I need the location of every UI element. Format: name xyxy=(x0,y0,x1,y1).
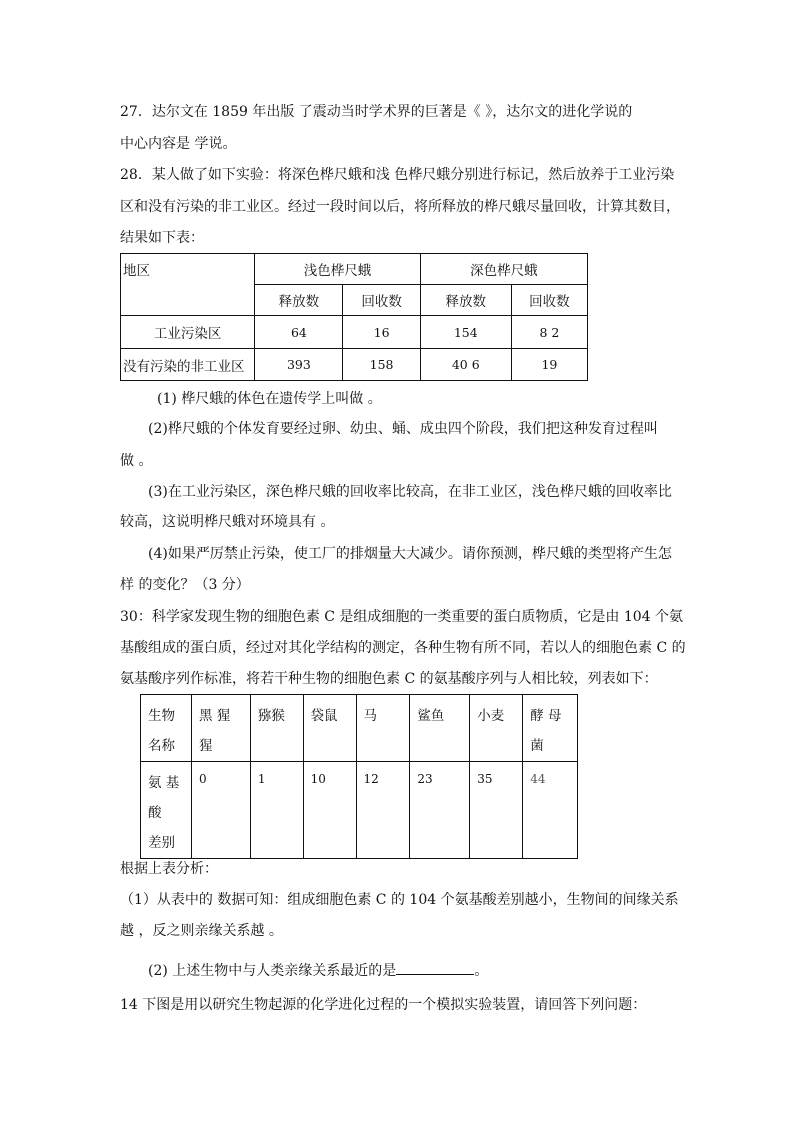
table2-row-label xyxy=(141,762,192,859)
q28-line-2: 区和没有污染的非工业区。经过一段时间以后，将所释放的桦尺蛾尽量回收，计算其数目， xyxy=(120,199,680,215)
organism-cell xyxy=(250,695,303,762)
organism-name: 黑 猩 xyxy=(198,708,231,724)
q30-line-1: 30：科学家发现生物的细胞色素 C 是组成细胞的一类重要的蛋白质物质，它是由 104 个氨 xyxy=(120,609,684,625)
answer-blank-line xyxy=(396,960,474,975)
organism-name: 小麦 xyxy=(477,708,505,724)
q30-analysis-2-text: (2) 上述生物中与人类亲缘关系最近的是 xyxy=(148,963,397,979)
table1-sub-light-recover: 回收数 xyxy=(343,285,420,316)
table-row xyxy=(141,762,578,859)
table1-sub-dark-release: 释放数 xyxy=(420,285,511,316)
organism-cell xyxy=(356,695,410,762)
diff-cell: 12 xyxy=(356,762,410,859)
organism-name: 马 xyxy=(363,708,377,724)
organism-cell xyxy=(470,695,523,762)
q28-sub-1: (1) 桦尺蛾的体色在遗传学上叫做 。 xyxy=(157,391,382,407)
table1-header-light: 浅色桦尺蛾 xyxy=(255,254,420,285)
table2-row-label-a: 氨 基 xyxy=(148,775,180,791)
organism-name: 袋鼠 xyxy=(310,708,338,724)
q30-analysis-1-line-2: 越 ，反之则亲缘关系越 。 xyxy=(120,923,283,939)
table2-header-label-a: 生物 xyxy=(148,708,175,724)
table1-cell: 64 xyxy=(255,316,343,349)
table1-region-cell: 没有污染的非工业区 xyxy=(121,349,255,381)
q30-analysis-2 xyxy=(148,960,708,982)
table1-cell: 154 xyxy=(420,316,511,349)
diff-cell: 23 xyxy=(410,762,470,859)
organism-name-cont: 猩 xyxy=(198,738,213,754)
organism-cell xyxy=(410,695,470,762)
table1-header-dark: 深色桦尺蛾 xyxy=(420,254,587,285)
organism-cell xyxy=(191,695,250,762)
q30-analysis-2-end: 。 xyxy=(474,963,489,979)
table-row xyxy=(121,316,588,349)
moth-release-table xyxy=(120,253,588,381)
q14-line-1: 14 下图是用以研究生物起源的化学进化过程的一个模拟实验装置，请回答下列问题： xyxy=(120,997,647,1013)
table1-cell: 158 xyxy=(343,349,420,381)
cytochrome-table xyxy=(140,694,578,859)
table-row xyxy=(121,349,588,381)
table1-sub-light-release: 释放数 xyxy=(255,285,343,316)
organism-name-cont: 菌 xyxy=(530,738,544,754)
table1-cell: 19 xyxy=(511,349,587,381)
table2-row-label-c: 差别 xyxy=(148,835,175,851)
diff-cell: 10 xyxy=(303,762,356,859)
diff-cell: 44 xyxy=(523,762,578,859)
q27-line-1: 27．达尔文在 1859 年出版 了震动当时学术界的巨著是《 》，达尔文的进化学说的 xyxy=(120,104,633,120)
table2-header-label xyxy=(141,695,192,762)
q28-sub-4-line-1: (4)如果严厉禁止污染，使工厂的排烟量大大减少。请你预测，桦尺蛾的类型将产生怎 xyxy=(148,546,672,562)
table1-cell: 40 6 xyxy=(420,349,511,381)
table1-header-region: 地区 xyxy=(121,254,255,316)
q28-sub-2-line-1: (2)桦尺蛾的个体发育要经过卵、幼虫、蛹、成虫四个阶段，我们把这种发育过程叫 xyxy=(148,421,658,437)
diff-cell: 35 xyxy=(470,762,523,859)
q27-line-2: 中心内容是 学说。 xyxy=(120,136,237,152)
q30-analysis-intro: 根据上表分析： xyxy=(120,861,218,877)
q28-sub-3-line-2: 较高，这说明桦尺蛾对环境具有 。 xyxy=(120,514,335,530)
q30-line-2: 基酸组成的蛋白质，经过对其化学结构的测定，各种生物有所不同，若以人的细胞色素 C 的 xyxy=(120,640,686,656)
organism-name: 酵 母 xyxy=(530,708,562,724)
table2-row-label-b: 酸 xyxy=(148,805,162,821)
q28-sub-2-line-2: 做 。 xyxy=(120,453,153,469)
table1-cell: 8 2 xyxy=(511,316,587,349)
q28-line-3: 结果如下表： xyxy=(120,230,204,246)
table-row xyxy=(141,695,578,762)
organism-cell xyxy=(523,695,578,762)
q28-line-1: 28．某人做了如下实验：将深色桦尺蛾和浅 色桦尺蛾分别进行标记，然后放养于工业污染 xyxy=(120,167,675,183)
organism-name: 猕猴 xyxy=(257,708,285,724)
table1-cell: 393 xyxy=(255,349,343,381)
q28-sub-4-line-2: 样 的变化？（3 分） xyxy=(120,577,250,593)
q28-sub-3-line-1: (3)在工业污染区，深色桦尺蛾的回收率比较高，在非工业区，浅色桦尺蛾的回收率比 xyxy=(148,484,672,500)
organism-cell xyxy=(303,695,356,762)
diff-cell: 0 xyxy=(191,762,250,859)
q30-analysis-1-line-1: （1）从表中的 数据可知：组成细胞色素 C 的 104 个氨基酸差别越小，生物间的间缘关系 xyxy=(120,892,679,908)
q30-line-3: 氨基酸序列作标准，将若干种生物的细胞色素 C 的氨基酸序列与人相比较，列表如下： xyxy=(120,671,658,687)
organism-name: 鲨鱼 xyxy=(417,708,445,724)
diff-cell: 1 xyxy=(250,762,303,859)
table1-region-cell: 工业污染区 xyxy=(121,316,255,349)
table1-sub-dark-recover: 回收数 xyxy=(511,285,587,316)
table2-header-label-b: 名称 xyxy=(148,738,175,754)
table1-cell: 16 xyxy=(343,316,420,349)
